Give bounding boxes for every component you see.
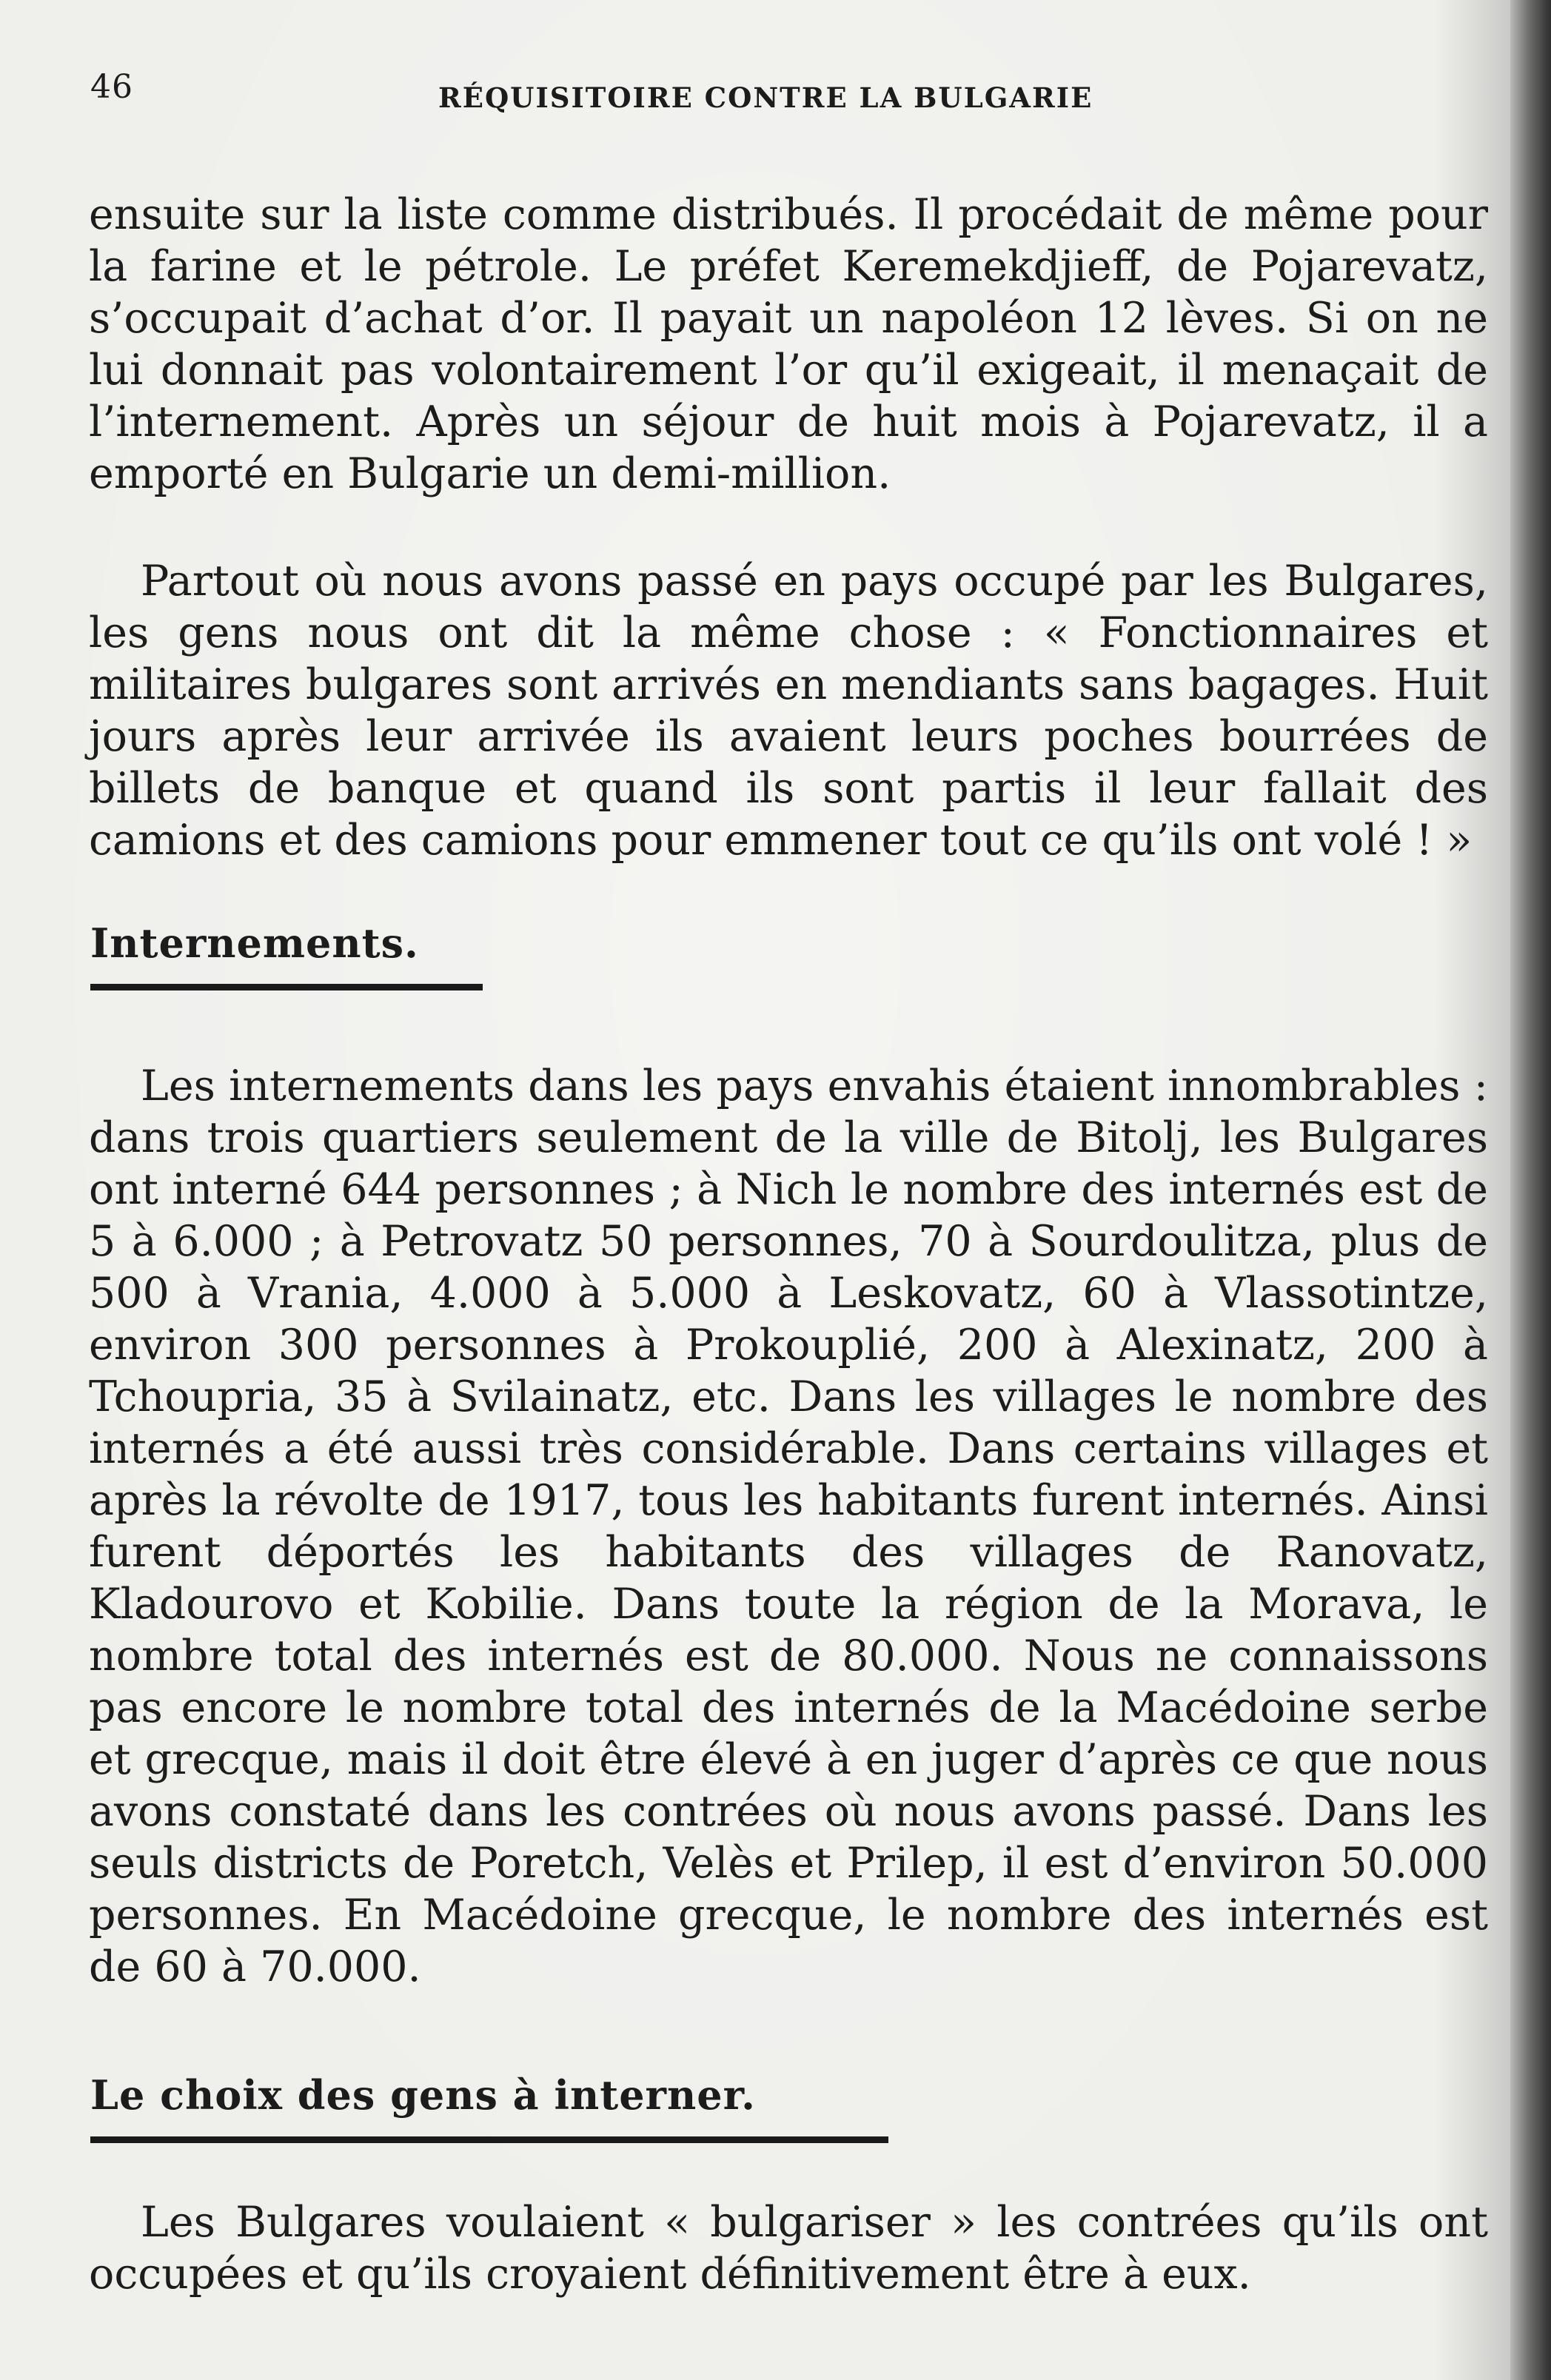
paragraph-internements: Les internements dans les pays envahis étaient innombrables : dans trois quartiers seulement de la ville de Bitolj, les Bulgares ont interné 644 personnes ; à Nich le nombre des internés est de 5 à 6.000 ; à Petrovatz 50 personnes, 70 à Sourdoulitza, plus de 500 à Vrania, 4.000 à 5.000 à Leskovatz, 60 à Vlassotintze, environ 300 personnes à Prokouplié, 200 à Alexinatz, 200 à Tchoupria, 35 à Svilainatz, etc. Dans les villages le nombre des internés a été aussi très considérable. Dans certains villages et après la révolte de 1917, tous les habitants furent internés. Ainsi furent déportés les habitants des villages de Ranovatz, Kladourovo et Kobilie. Dans toute la région de la Morava, le nombre total des internés est de 80.000. Nous ne connaissons pas encore le nombre total des internés de la Macédoine serbe et grecque, mais il doit être élevé à en juger d’après ce que nous avons constaté dans les contrées où nous avons passé. Dans les seuls districts de Poretch, Velès et Prilep, il est d’environ 50.000 personnes. En Macédoine grecque, le nombre des internés est de 60 à 70.000. (89, 1062, 1488, 1991)
book-spine-shadow (1510, 0, 1551, 2380)
running-title: RÉQUISITOIRE CONTRE LA BULGARIE (438, 81, 1093, 114)
section-heading-internements: Internements. (90, 919, 419, 967)
paragraph-witness-quote: Partout où nous avons passé en pays occupé par les Bulgares, les gens nous ont dit la même chose : « Fonctionnaires et militaires bulgares sont arrivés en mendiants sans bagages. Huit jours après leur arrivée ils avaient leurs poches bourrées de billets de banque et quand ils sont partis il leur fallait des camions et des camions pour emmener tout ce qu’ils ont volé ! » (89, 557, 1488, 865)
heading-underline (90, 2136, 888, 2143)
heading-underline (90, 984, 483, 990)
paragraph-bulgariser: Les Bulgares voulaient « bulgariser » les contrées qu’ils ont occupées et qu’ils croyaient définitivement être à eux. (89, 2198, 1488, 2299)
section-heading-choix: Le choix des gens à interner. (90, 2071, 756, 2119)
paragraph-continuation: ensuite sur la liste comme distribués. Il procédait de même pour la farine et le pétrole. Le préfet Keremekdjieff, de Pojarevatz, s’occupait d’achat d’or. Il payait un napoléon 12 lèves. Si on ne lui donnait pas volontairement l’or qu’il exigeait, il menaçait de l’internement. Après un séjour de huit mois à Pojarevatz, il a emporté en Bulgarie un demi-million. (89, 190, 1488, 498)
page-header (90, 65, 1482, 117)
page-number: 46 (90, 68, 133, 106)
